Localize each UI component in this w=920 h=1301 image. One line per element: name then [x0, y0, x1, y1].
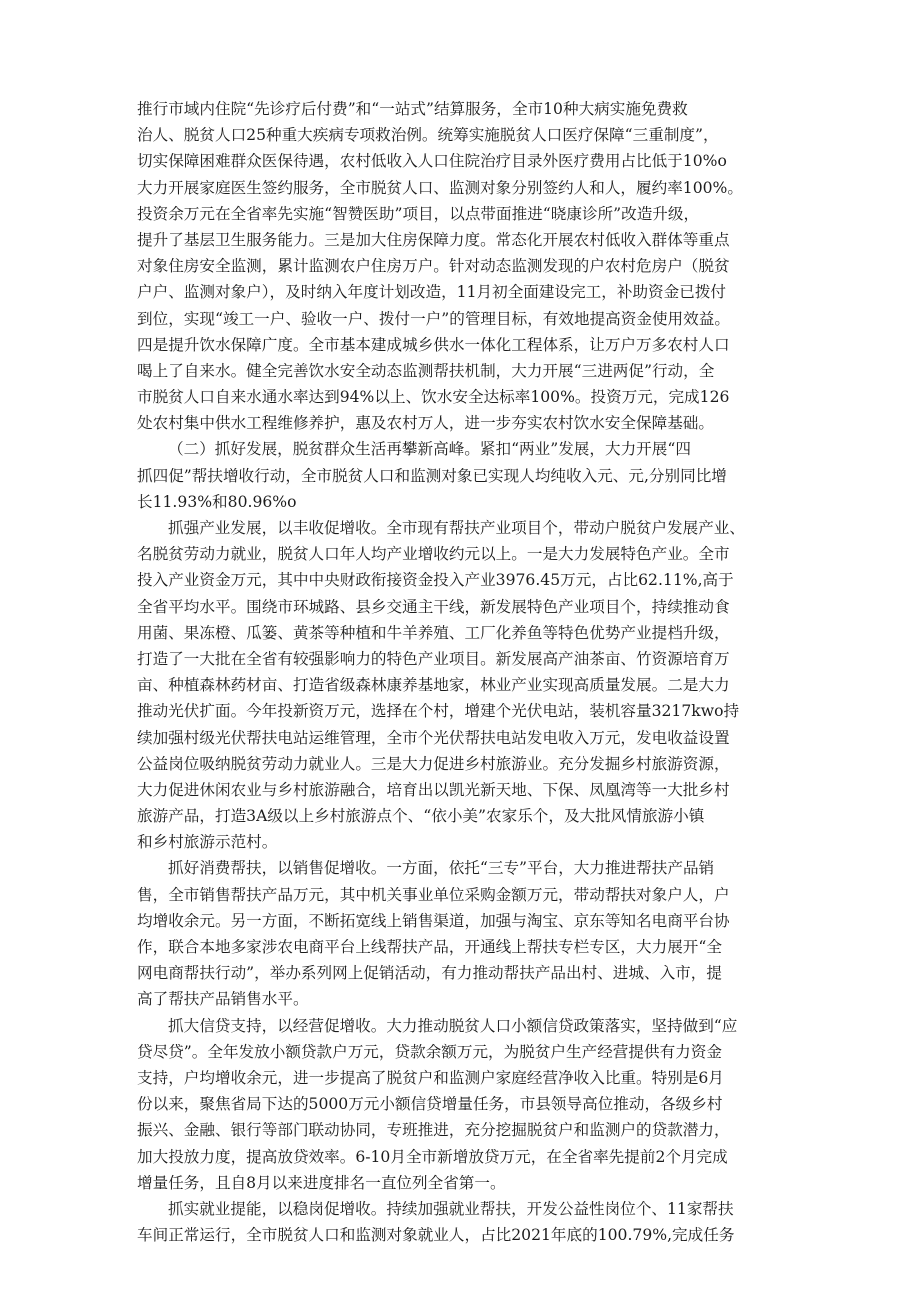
text-line: 大力开展家庭医生签约服务，全市脱贫人口、监测对象分别签约人和人，履约率100%。 — [137, 178, 743, 197]
text-line: 旅游产品，打造3A级以上乡村旅游点个、“依小美”农家乐个，及大批风情旅游小镇 — [137, 807, 705, 826]
text-line: 到位，实现“竣工一户、验收一户、拨付一户”的管理目标，有效地提高资金使用效益。 — [137, 309, 730, 328]
text-line: 作，联合本地多家涉农电商平台上线帮扶产品，开通线上帮扶专栏专区，大力展开“全 — [137, 938, 722, 956]
text-line: 高了帮扶产品销售水平。 — [137, 990, 309, 1009]
text-line: 投资余万元在全省率先实施“智赞医助”项目，以点带面推进“晓康诊所”改造升级， — [137, 204, 700, 223]
text-line: 户户、监测对象户），及时纳入年度计划改造，11月初全面建设完工，补助资金已拨付 — [137, 283, 727, 302]
text-line: 车间正常运行，全市脱贫人口和监测对象就业人，占比2021年底的100.79%,完成任务 — [137, 1226, 735, 1245]
text-line: 用菌、果冻橙、瓜篓、黄茶等种植和牛羊养殖、工厂化养鱼等特色优势产业提档升级， — [137, 623, 730, 642]
document-body — [137, 96, 793, 1248]
text-line: 抓四促”帮扶增收行动，全市脱贫人口和监测对象已实现人均纯收入元、元,分别同比增 — [137, 466, 727, 485]
text-line: 对象住房安全监测，累计监测农户住房万户。针对动态监测发现的户农村危房户（脱贫 — [137, 257, 730, 276]
text-line: 售，全市销售帮扶产品万元，其中机关事业单位采购金额万元，带动帮扶对象户人，户 — [137, 885, 730, 904]
text-line: 长11.93%和80.96%o — [137, 492, 297, 511]
text-line: 全省平均水平。围绕市环城路、县乡交通主干线，新发展特色产业项目个，持续推动食 — [137, 597, 730, 616]
text-line: 名脱贫劳动力就业，脱贫人口年人均产业增收约元以上。一是大力发展特色产业。全市 — [137, 545, 730, 564]
text-line: 网电商帮扶行动”，举办系列网上促销活动，有力推动帮扶产品出村、进城、入市，提 — [137, 964, 722, 983]
text-line: 加大投放力度，提高放贷效率。6-10月全市新增放贷万元，在全省率先提前2个月完成 — [137, 1147, 728, 1166]
text-line: 喝上了自来水。健全完善饮水安全动态监测帮扶机制，大力开展“三进两促”行动，全 — [137, 361, 715, 380]
text-line: 抓大信贷支持，以经营促增收。大力推动脱贫人口小额信贷政策落实，坚持做到“应 — [168, 1016, 738, 1035]
text-line: 提升了基层卫生服务能力。三是加大住房保障力度。常态化开展农村低收入群体等重点 — [137, 230, 730, 249]
text-line: 切实保障困难群众医保待遇，农村低收入人口住院治疗目录外医疗费用占比低于10%o — [137, 152, 727, 171]
text-line: 抓好消费帮扶，以销售促增收。一方面，依托“三专”平台，大力推进帮扶产品销 — [168, 859, 715, 878]
text-line: 推动光伏扩面。今年投新资万元，选择在个村，增建个光伏电站，装机容量3217kwo持 — [137, 702, 740, 721]
text-line: 治人、脱贫人口25种重大疾病专项救治例。统筹实施脱贫人口医疗保障“三重制度”， — [137, 126, 719, 145]
text-line: 投入产业资金万元，其中中央财政衔接资金投入产业3976.45万元，占比62.11%,高于 — [137, 571, 734, 590]
text-line: 推行市域内住院“先诊疗后付费”和“一站式”结算服务，全市10种大病实施免费救 — [137, 100, 688, 118]
text-line: 份以来，聚焦省局下达的5000万元小额信贷增量任务，市县领导高位推动，各级乡村 — [137, 1095, 723, 1114]
text-line: 和乡村旅游示范村。 — [137, 833, 278, 852]
text-line: 支持，户均增收余元，进一步提高了脱贫户和监测户家庭经营净收入比重。特别是6月 — [137, 1068, 724, 1087]
text-line: 处农村集中供水工程维修养护，惠及农村万人，进一步夯实农村饮水安全保障基础。 — [137, 414, 714, 433]
text-line: 贷尽贷”。全年发放小额贷款户万元，贷款余额万元，为脱贫户生产经营提供有力资金 — [137, 1042, 722, 1061]
text-line: 市脱贫人口自来水通水率达到94%以上、饮水安全达标率100%。投资万元，完成126 — [137, 388, 730, 407]
text-line: 大力促进休闲农业与乡村旅游融合，培育出以凯光新天地、下保、凤凰湾等一大批乡村 — [137, 780, 730, 799]
text-line: 亩、种植森林药材亩、打造省级森林康养基地家，林业产业实现高质量发展。二是大力 — [137, 676, 730, 695]
text-line: 抓强产业发展，以丰收促增收。全市现有帮扶产业项目个，带动户脱贫户发展产业、 — [168, 519, 745, 537]
text-line: 公益岗位吸纳脱贫劳动力就业人。三是大力促进乡村旅游业。充分发掘乡村旅游资源， — [137, 754, 730, 773]
text-line: 均增收余元。另一方面，不断拓宽线上销售渠道，加强与淘宝、京东等知名电商平台协 — [137, 911, 730, 930]
text-line: 续加强村级光伏帮扶电站运维管理，全市个光伏帮扶电站发电收入万元，发电收益设置 — [137, 728, 730, 747]
text-line: 四是提升饮水保障广度。全市基本建成城乡供水一体化工程体系，让万户万多农村人口 — [137, 335, 730, 354]
text-line: （二）抓好发展，脱贫群众生活再攀新高峰。紧扣“两业”发展，大力开展“四 — [168, 440, 691, 459]
text-line: 振兴、金融、银行等部门联动协同，专班推进，充分挖掘脱贫户和监测户的贷款潜力， — [137, 1121, 730, 1140]
text-line: 增量任务，且自8月以来进度排名一直位列全省第一。 — [137, 1173, 506, 1192]
text-line: 抓实就业提能，以稳岗促增收。持续加强就业帮扶，开发公益性岗位个、11家帮扶 — [168, 1199, 734, 1218]
text-line: 打造了一大批在全省有较强影响力的特色产业项目。新发展高产油茶亩、竹资源培育万 — [137, 649, 730, 668]
